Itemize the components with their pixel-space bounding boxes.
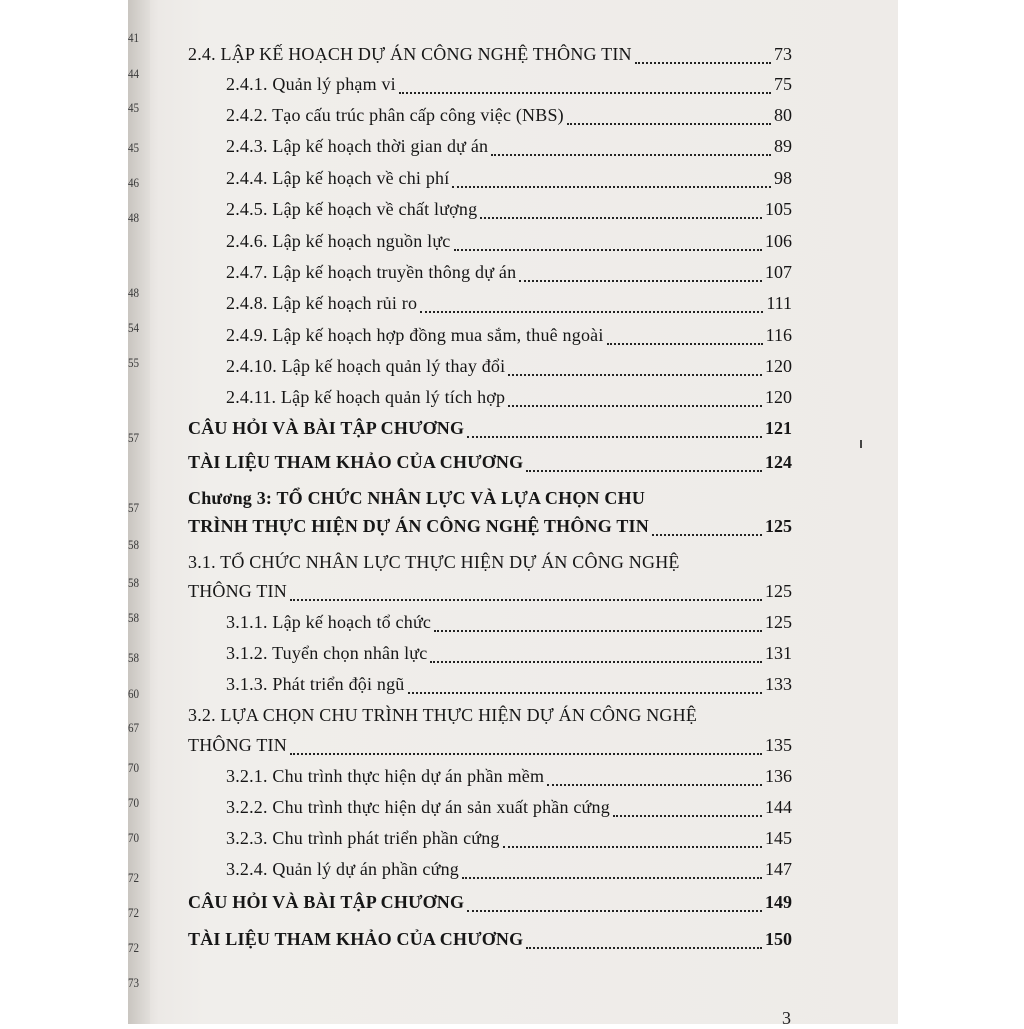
toc-leader-dots — [430, 660, 762, 663]
toc-leader-dots — [613, 814, 762, 817]
toc-entry — [188, 262, 792, 290]
toc-entry-title: 3.2.1. Chu trình thực hiện dự án phần mềm — [226, 766, 545, 786]
toc-entry-title: Chương 3: TỔ CHỨC NHÂN LỰC VÀ LỰA CHỌN CHU — [188, 488, 646, 508]
toc-leader-dots — [480, 216, 762, 219]
toc-entry-title: 2.4. LẬP KẾ HOẠCH DỰ ÁN CÔNG NGHỆ THÔNG TIN — [188, 44, 632, 64]
toc-entry-page: 80 — [774, 105, 792, 125]
toc-entry — [188, 643, 792, 671]
toc-entry — [188, 766, 792, 794]
previous-page-number: 46 — [128, 175, 140, 190]
toc-entry — [188, 356, 792, 384]
previous-page-number: 48 — [128, 210, 140, 225]
previous-page-number: 58 — [128, 537, 140, 552]
previous-page-number: 57 — [128, 500, 140, 515]
previous-page-number: 41 — [128, 30, 140, 45]
toc-leader-dots — [503, 845, 762, 848]
toc-leader-dots — [526, 469, 762, 472]
toc-entry — [188, 705, 792, 733]
toc-entry-page: 135 — [765, 735, 792, 755]
toc-entry-page: 145 — [765, 828, 792, 848]
toc-leader-dots — [567, 122, 771, 125]
toc-entry-title: TÀI LIỆU THAM KHẢO CỦA CHƯƠNG — [188, 452, 524, 472]
toc-entry-title: 2.4.7. Lập kế hoạch truyền thông dự án — [226, 262, 517, 282]
previous-page-number: 72 — [128, 905, 140, 920]
previous-page-number: 73 — [128, 975, 140, 990]
toc-entry-page: 121 — [765, 418, 792, 438]
toc-entry-page: 111 — [766, 293, 792, 313]
toc-leader-dots — [399, 91, 771, 94]
toc-entry-title: 3.1.2. Tuyển chọn nhân lực — [226, 643, 428, 663]
toc-leader-dots — [635, 61, 771, 64]
toc-leader-dots — [420, 310, 763, 313]
toc-entry-title: 3.2. LỰA CHỌN CHU TRÌNH THỰC HIỆN DỰ ÁN CÔNG NGHỆ — [188, 705, 698, 725]
toc-entry-title: 3.1.1. Lập kế hoạch tổ chức — [226, 612, 432, 632]
toc-entry — [188, 516, 792, 544]
toc-entry-page: 125 — [765, 581, 792, 601]
toc-entry-title: 3.2.2. Chu trình thực hiện dự án sản xuất phần cứng — [226, 797, 610, 817]
toc-entry-page: 120 — [765, 356, 792, 376]
toc-leader-dots — [434, 629, 762, 632]
toc-entry-title: THÔNG TIN — [188, 735, 287, 755]
previous-page-number: 48 — [128, 285, 140, 300]
toc-entry-title: CÂU HỎI VÀ BÀI TẬP CHƯƠNG — [188, 418, 465, 438]
toc-entry-page: 98 — [774, 168, 792, 188]
toc-entry-page: 124 — [765, 452, 792, 472]
toc-entry — [188, 74, 792, 102]
toc-entry — [188, 452, 792, 480]
toc-entry — [188, 199, 792, 227]
toc-entry-title: 3.1. TỔ CHỨC NHÂN LỰC THỰC HIỆN DỰ ÁN CÔNG NGHỆ — [188, 552, 680, 572]
toc-entry-title: 2.4.10. Lập kế hoạch quản lý thay đổi — [226, 356, 506, 376]
toc-leader-dots — [454, 248, 763, 251]
toc-entry-title: 3.2.4. Quản lý dự án phần cứng — [226, 859, 459, 879]
previous-page-number: 67 — [128, 720, 140, 735]
toc-leader-dots — [467, 909, 762, 912]
previous-page-number: 58 — [128, 610, 140, 625]
toc-entry — [188, 929, 792, 957]
previous-page-number: 57 — [128, 430, 140, 445]
toc-entry-page: 75 — [774, 74, 792, 94]
toc-entry — [188, 44, 792, 72]
toc-entry — [188, 797, 792, 825]
pen-mark — [860, 440, 862, 448]
previous-page-number: 45 — [128, 100, 140, 115]
toc-entry-title: CÂU HỎI VÀ BÀI TẬP CHƯƠNG — [188, 892, 465, 912]
toc-entry-title: 2.4.8. Lập kế hoạch rủi ro — [226, 293, 418, 313]
toc-entry — [188, 105, 792, 133]
toc-entry-page: 136 — [765, 766, 792, 786]
toc-leader-dots — [526, 946, 762, 949]
toc-entry-page: 89 — [774, 136, 792, 156]
toc-entry-title: TRÌNH THỰC HIỆN DỰ ÁN CÔNG NGHỆ THÔNG TIN — [188, 516, 649, 536]
toc-entry-title: 2.4.4. Lập kế hoạch về chi phí — [226, 168, 450, 188]
toc-entry — [188, 168, 792, 196]
toc-entry-title: THÔNG TIN — [188, 581, 287, 601]
toc-entry — [188, 552, 792, 580]
toc-entry-page: 125 — [765, 612, 792, 632]
toc-entry-title: 2.4.5. Lập kế hoạch về chất lượng — [226, 199, 478, 219]
toc-leader-dots — [290, 598, 762, 601]
toc-leader-dots — [508, 404, 762, 407]
toc-entry — [188, 735, 792, 763]
previous-page-number: 58 — [128, 650, 140, 665]
previous-page-number: 70 — [128, 830, 140, 845]
toc-entry-title: 2.4.2. Tạo cấu trúc phân cấp công việc (NBS) — [226, 105, 564, 125]
toc-leader-dots — [508, 373, 762, 376]
toc-leader-dots — [452, 185, 771, 188]
toc-entry — [188, 325, 792, 353]
toc-entry-page: 120 — [765, 387, 792, 407]
toc-entry — [188, 612, 792, 640]
page-number: 3 — [782, 1008, 791, 1028]
previous-page-number: 70 — [128, 760, 140, 775]
toc-entry-title: 2.4.3. Lập kế hoạch thời gian dự án — [226, 136, 489, 156]
toc-entry-page: 116 — [765, 325, 792, 345]
previous-page-number: 54 — [128, 320, 140, 335]
toc-leader-dots — [547, 783, 762, 786]
previous-page-number: 60 — [128, 686, 140, 701]
toc-entry-page: 131 — [765, 643, 792, 663]
toc-entry-page: 73 — [774, 44, 792, 64]
toc-entry — [188, 293, 792, 321]
toc-entry — [188, 828, 792, 856]
toc-entry — [188, 136, 792, 164]
toc-entry-title: 3.2.3. Chu trình phát triển phần cứng — [226, 828, 500, 848]
toc-entry-page: 106 — [765, 231, 792, 251]
toc-entry-title: 2.4.9. Lập kế hoạch hợp đồng mua sắm, thuê ngoài — [226, 325, 604, 345]
toc-leader-dots — [652, 533, 762, 536]
toc-entry — [188, 488, 792, 516]
toc-leader-dots — [408, 691, 763, 694]
toc-leader-dots — [607, 342, 763, 345]
toc-entry — [188, 231, 792, 259]
toc-entry — [188, 892, 792, 920]
toc-entry — [188, 387, 792, 415]
toc-entry-page: 149 — [765, 892, 792, 912]
background-right — [898, 0, 1024, 1024]
toc-leader-dots — [462, 876, 762, 879]
toc-leader-dots — [290, 752, 762, 755]
previous-page-number: 70 — [128, 795, 140, 810]
toc-entry — [188, 859, 792, 887]
toc-entry — [188, 674, 792, 702]
previous-page-number: 44 — [128, 66, 140, 81]
toc-leader-dots — [519, 279, 762, 282]
toc-entry-title: 3.1.3. Phát triển đội ngũ — [226, 674, 405, 694]
toc-entry-title: 2.4.6. Lập kế hoạch nguồn lực — [226, 231, 451, 251]
toc-entry-title: 2.4.11. Lập kế hoạch quản lý tích hợp — [226, 387, 506, 407]
previous-page-number: 45 — [128, 140, 140, 155]
toc-entry-page: 125 — [765, 516, 792, 536]
toc-entry-title: 2.4.1. Quản lý phạm vi — [226, 74, 396, 94]
previous-page-number: 58 — [128, 575, 140, 590]
toc-leader-dots — [467, 435, 762, 438]
toc-entry — [188, 418, 792, 446]
toc-entry-page: 107 — [765, 262, 792, 282]
toc-leader-dots — [491, 153, 771, 156]
toc-entry-page: 105 — [765, 199, 792, 219]
toc-entry-page: 144 — [765, 797, 792, 817]
toc-entry — [188, 581, 792, 609]
previous-page-number: 55 — [128, 355, 140, 370]
toc-entry-page: 133 — [765, 674, 792, 694]
previous-page-number: 72 — [128, 940, 140, 955]
previous-page-number: 72 — [128, 870, 140, 885]
toc-entry-page: 150 — [765, 929, 792, 949]
toc-entry-page: 147 — [765, 859, 792, 879]
toc-entry-title: TÀI LIỆU THAM KHẢO CỦA CHƯƠNG — [188, 929, 524, 949]
